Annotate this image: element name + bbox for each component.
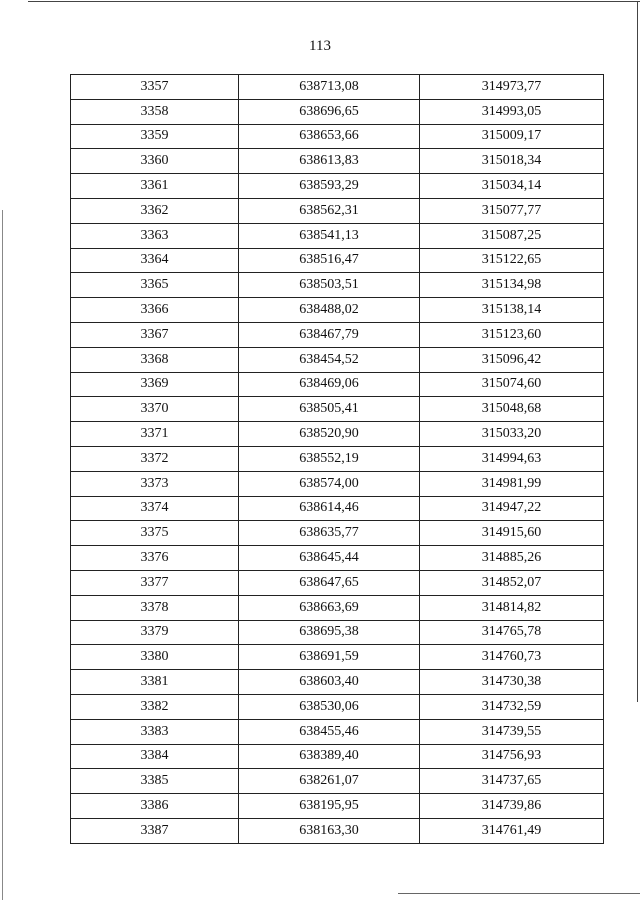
table-row	[71, 570, 604, 595]
x-coordinate-cell: 638454,52	[239, 347, 420, 372]
scan-border-left	[2, 210, 3, 900]
y-coordinate-cell: 315033,20	[420, 422, 604, 447]
table-row	[71, 818, 604, 843]
y-coordinate-cell: 314732,59	[420, 694, 604, 719]
x-coordinate-cell: 638552,19	[239, 446, 420, 471]
point-number-cell: 3385	[71, 769, 239, 794]
table-row	[71, 471, 604, 496]
point-number-cell: 3383	[71, 719, 239, 744]
x-coordinate-cell: 638695,38	[239, 620, 420, 645]
table-row	[71, 223, 604, 248]
point-number-cell: 3376	[71, 546, 239, 571]
table-row	[71, 149, 604, 174]
table-row	[71, 620, 604, 645]
table-row	[71, 694, 604, 719]
point-number-cell: 3364	[71, 248, 239, 273]
table-row	[71, 99, 604, 124]
x-coordinate-cell: 638691,59	[239, 645, 420, 670]
scan-border-top	[28, 1, 640, 2]
scan-border-right	[637, 2, 638, 702]
y-coordinate-cell: 315077,77	[420, 198, 604, 223]
x-coordinate-cell: 638195,95	[239, 794, 420, 819]
x-coordinate-cell: 638574,00	[239, 471, 420, 496]
table-row	[71, 273, 604, 298]
y-coordinate-cell: 314761,49	[420, 818, 604, 843]
coordinates-table	[70, 74, 604, 844]
scan-border-bottom	[398, 893, 640, 894]
table-row	[71, 670, 604, 695]
point-number-cell: 3375	[71, 521, 239, 546]
y-coordinate-cell: 315018,34	[420, 149, 604, 174]
point-number-cell: 3373	[71, 471, 239, 496]
y-coordinate-cell: 314739,86	[420, 794, 604, 819]
point-number-cell: 3372	[71, 446, 239, 471]
table-row	[71, 198, 604, 223]
x-coordinate-cell: 638613,83	[239, 149, 420, 174]
y-coordinate-cell: 315048,68	[420, 397, 604, 422]
y-coordinate-cell: 314730,38	[420, 670, 604, 695]
point-number-cell: 3384	[71, 744, 239, 769]
x-coordinate-cell: 638389,40	[239, 744, 420, 769]
point-number-cell: 3380	[71, 645, 239, 670]
point-number-cell: 3386	[71, 794, 239, 819]
point-number-cell: 3378	[71, 595, 239, 620]
y-coordinate-cell: 315009,17	[420, 124, 604, 149]
point-number-cell: 3369	[71, 372, 239, 397]
x-coordinate-cell: 638163,30	[239, 818, 420, 843]
y-coordinate-cell: 314765,78	[420, 620, 604, 645]
table-row	[71, 521, 604, 546]
x-coordinate-cell: 638455,46	[239, 719, 420, 744]
x-coordinate-cell: 638593,29	[239, 174, 420, 199]
x-coordinate-cell: 638635,77	[239, 521, 420, 546]
table-row	[71, 75, 604, 100]
point-number-cell: 3370	[71, 397, 239, 422]
x-coordinate-cell: 638713,08	[239, 75, 420, 100]
y-coordinate-cell: 315087,25	[420, 223, 604, 248]
x-coordinate-cell: 638520,90	[239, 422, 420, 447]
point-number-cell: 3387	[71, 818, 239, 843]
x-coordinate-cell: 638541,13	[239, 223, 420, 248]
point-number-cell: 3357	[71, 75, 239, 100]
y-coordinate-cell: 314760,73	[420, 645, 604, 670]
x-coordinate-cell: 638516,47	[239, 248, 420, 273]
table-row	[71, 174, 604, 199]
table-row	[71, 298, 604, 323]
point-number-cell: 3374	[71, 496, 239, 521]
point-number-cell: 3358	[71, 99, 239, 124]
x-coordinate-cell: 638696,65	[239, 99, 420, 124]
table-row	[71, 719, 604, 744]
y-coordinate-cell: 315074,60	[420, 372, 604, 397]
point-number-cell: 3365	[71, 273, 239, 298]
table-row	[71, 347, 604, 372]
x-coordinate-cell: 638469,06	[239, 372, 420, 397]
coordinates-table-body	[71, 75, 604, 844]
table-row	[71, 645, 604, 670]
point-number-cell: 3359	[71, 124, 239, 149]
table-row	[71, 124, 604, 149]
x-coordinate-cell: 638505,41	[239, 397, 420, 422]
y-coordinate-cell: 314994,63	[420, 446, 604, 471]
table-row	[71, 744, 604, 769]
x-coordinate-cell: 638488,02	[239, 298, 420, 323]
y-coordinate-cell: 314737,65	[420, 769, 604, 794]
x-coordinate-cell: 638645,44	[239, 546, 420, 571]
point-number-cell: 3362	[71, 198, 239, 223]
point-number-cell: 3377	[71, 570, 239, 595]
point-number-cell: 3367	[71, 322, 239, 347]
y-coordinate-cell: 314981,99	[420, 471, 604, 496]
y-coordinate-cell: 315034,14	[420, 174, 604, 199]
y-coordinate-cell: 314993,05	[420, 99, 604, 124]
point-number-cell: 3371	[71, 422, 239, 447]
point-number-cell: 3368	[71, 347, 239, 372]
y-coordinate-cell: 315096,42	[420, 347, 604, 372]
point-number-cell: 3382	[71, 694, 239, 719]
point-number-cell: 3366	[71, 298, 239, 323]
x-coordinate-cell: 638261,07	[239, 769, 420, 794]
table-row	[71, 769, 604, 794]
y-coordinate-cell: 315138,14	[420, 298, 604, 323]
y-coordinate-cell: 314947,22	[420, 496, 604, 521]
table-row	[71, 372, 604, 397]
x-coordinate-cell: 638530,06	[239, 694, 420, 719]
point-number-cell: 3363	[71, 223, 239, 248]
table-row	[71, 794, 604, 819]
x-coordinate-cell: 638503,51	[239, 273, 420, 298]
table-row	[71, 546, 604, 571]
y-coordinate-cell: 315123,60	[420, 322, 604, 347]
y-coordinate-cell: 314915,60	[420, 521, 604, 546]
y-coordinate-cell: 314814,82	[420, 595, 604, 620]
x-coordinate-cell: 638653,66	[239, 124, 420, 149]
x-coordinate-cell: 638614,46	[239, 496, 420, 521]
table-row	[71, 322, 604, 347]
table-row	[71, 422, 604, 447]
x-coordinate-cell: 638603,40	[239, 670, 420, 695]
table-row	[71, 446, 604, 471]
y-coordinate-cell: 314852,07	[420, 570, 604, 595]
table-row	[71, 397, 604, 422]
table-row	[71, 248, 604, 273]
y-coordinate-cell: 314756,93	[420, 744, 604, 769]
x-coordinate-cell: 638562,31	[239, 198, 420, 223]
y-coordinate-cell: 314739,55	[420, 719, 604, 744]
y-coordinate-cell: 315134,98	[420, 273, 604, 298]
x-coordinate-cell: 638467,79	[239, 322, 420, 347]
y-coordinate-cell: 315122,65	[420, 248, 604, 273]
page-number: 113	[309, 38, 331, 54]
y-coordinate-cell: 314973,77	[420, 75, 604, 100]
x-coordinate-cell: 638663,69	[239, 595, 420, 620]
point-number-cell: 3361	[71, 174, 239, 199]
x-coordinate-cell: 638647,65	[239, 570, 420, 595]
point-number-cell: 3381	[71, 670, 239, 695]
table-row	[71, 595, 604, 620]
table-row	[71, 496, 604, 521]
point-number-cell: 3379	[71, 620, 239, 645]
y-coordinate-cell: 314885,26	[420, 546, 604, 571]
point-number-cell: 3360	[71, 149, 239, 174]
